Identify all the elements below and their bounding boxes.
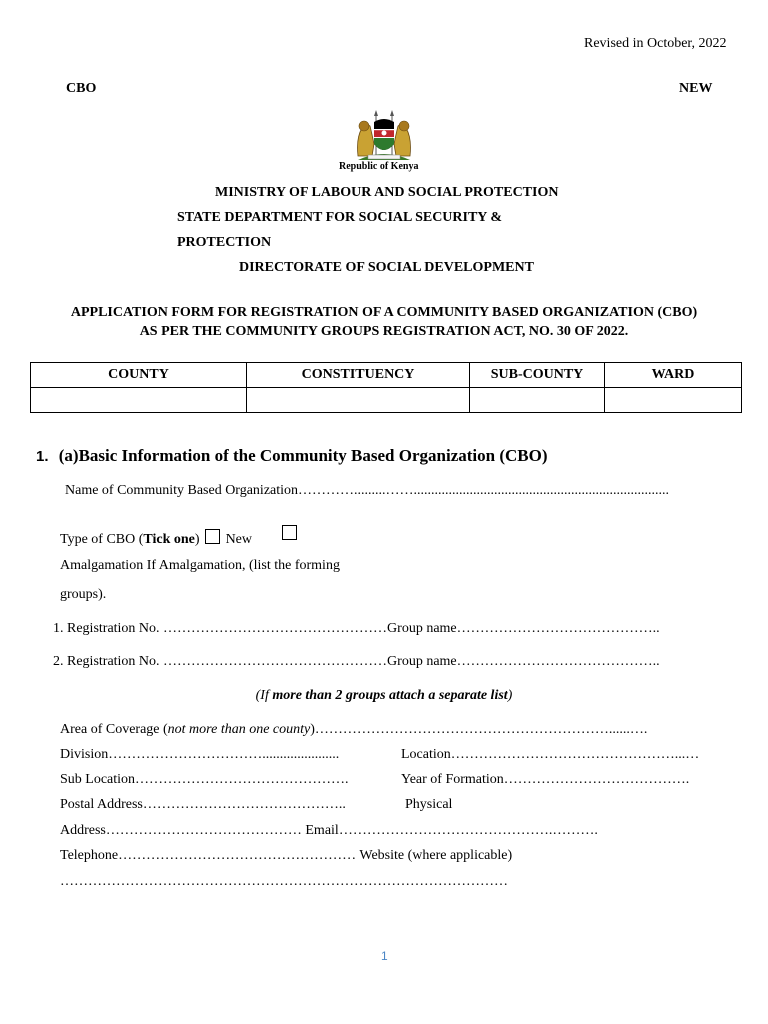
table-input-row	[31, 388, 742, 413]
new-tag: NEW	[679, 81, 713, 96]
registration-row-2[interactable]: 2. Registration No. …………………………………………Group name……………………………………..	[53, 654, 660, 669]
division-field[interactable]: Division……………………………......................	[60, 747, 340, 762]
website-field[interactable]: ……………………………………………………………………………………	[60, 874, 508, 889]
state-department-line2: PROTECTION	[177, 235, 272, 250]
note-pre: (If	[255, 688, 273, 703]
amalgamation-label-line2: groups).	[60, 587, 107, 602]
county-header: COUNTY	[31, 363, 247, 388]
coat-of-arms-icon	[352, 108, 416, 164]
cbo-type-label-post: )	[194, 532, 200, 547]
form-title-line1: APPLICATION FORM FOR REGISTRATION OF A COMMUNITY BASED ORGANIZATION (CBO)	[70, 305, 698, 320]
section-title: (a)Basic Information of the Community Based Organization (CBO)	[58, 446, 548, 465]
cbo-type-label-bold: Tick one	[143, 532, 195, 547]
constituency-cell[interactable]	[247, 388, 470, 413]
sub-county-header: SUB-COUNTY	[470, 363, 605, 388]
new-option-label: New	[225, 532, 252, 547]
cbo-name-field[interactable]: Name of Community Based Organization………….........…….........................................................................	[65, 483, 670, 498]
page-number: 1	[381, 949, 388, 963]
cbo-tag: CBO	[66, 81, 97, 96]
revision-date: Revised in October, 2022	[584, 36, 727, 51]
county-cell[interactable]	[31, 388, 247, 413]
area-of-coverage-field[interactable]	[60, 722, 647, 738]
sub-county-cell[interactable]	[470, 388, 605, 413]
amalgamation-label-line1: Amalgamation If Amalgamation, (list the forming	[60, 558, 340, 573]
year-of-formation-field[interactable]: Year of Formation………………………………….	[401, 772, 690, 787]
constituency-header: CONSTITUENCY	[247, 363, 470, 388]
section-number: 1.	[36, 448, 49, 465]
table-header-row	[31, 363, 742, 388]
note-bold: more than 2 groups attach a separate list	[272, 688, 508, 703]
note-post: )	[507, 688, 513, 703]
address-email-field[interactable]: Address…………………………………… Email……………………………………….……….	[60, 823, 598, 838]
separate-list-note	[0, 688, 768, 704]
telephone-website-field[interactable]: Telephone…………………………………………… Website (where applicable)	[60, 848, 513, 863]
physical-label: Physical	[405, 797, 453, 812]
amalgamation-checkbox[interactable]	[282, 525, 297, 540]
emblem-caption: Republic of Kenya	[339, 161, 419, 172]
registration-row-1[interactable]: 1. Registration No. …………………………………………Group name……………………………………..	[53, 621, 660, 636]
coverage-italic: not more than one county	[167, 722, 311, 737]
ward-header: WARD	[605, 363, 742, 388]
cbo-type-label-pre: Type of CBO (	[60, 532, 144, 547]
section-heading	[36, 446, 548, 466]
form-title-line2: AS PER THE COMMUNITY GROUPS REGISTRATION ACT, NO. 30 OF 2022.	[139, 324, 629, 339]
state-department-line1: STATE DEPARTMENT FOR SOCIAL SECURITY &	[177, 210, 503, 225]
location-table	[30, 362, 742, 413]
coverage-pre: Area of Coverage (	[60, 722, 168, 737]
sub-location-field[interactable]: Sub Location……………………………………….	[60, 772, 349, 787]
coverage-post: )………………………………………………………......….	[310, 722, 648, 737]
ministry-name: MINISTRY OF LABOUR AND SOCIAL PROTECTION	[215, 185, 559, 200]
cbo-type-row	[60, 525, 297, 548]
location-field[interactable]: Location…………………………………………...…	[401, 747, 700, 762]
directorate-name: DIRECTORATE OF SOCIAL DEVELOPMENT	[239, 260, 534, 275]
ward-cell[interactable]	[605, 388, 742, 413]
postal-address-field[interactable]: Postal Address……………………………………..	[60, 797, 346, 812]
new-checkbox[interactable]	[205, 529, 220, 544]
